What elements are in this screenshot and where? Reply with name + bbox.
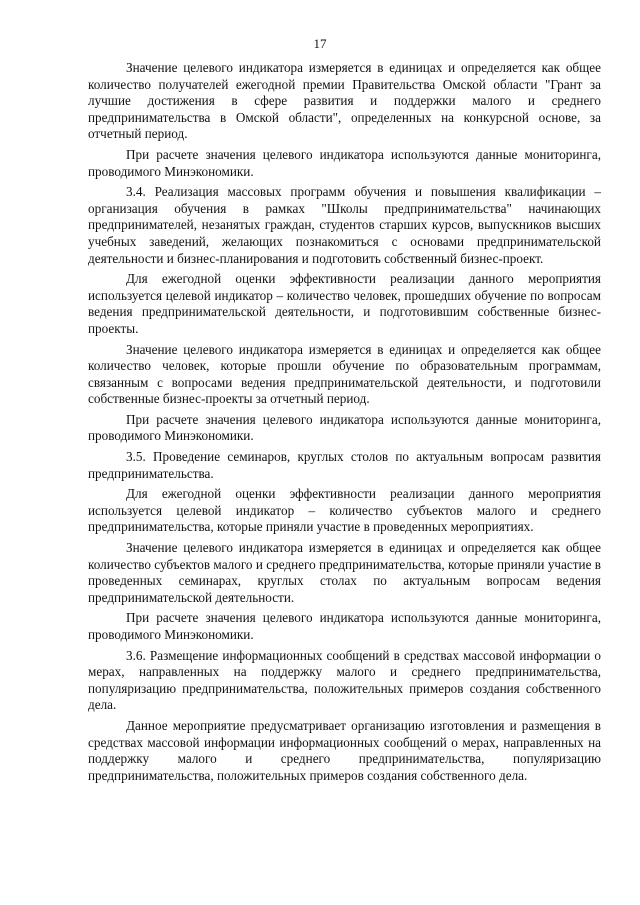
paragraph: Значение целевого индикатора измеряется в единицах и определяется как общее количество получателей ежегодной премии Правительства Омской области "Грант за лучшие достижения в сфере развития и поддержки малого и среднего предпринимательства в Омской области", определенных на конкурсной основе, за отчетный период. (88, 60, 601, 142)
paragraph: При расчете значения целевого индикатора используются данные мониторинга, проводимого Минэкономики. (88, 411, 601, 444)
paragraph: Для ежегодной оценки эффективности реализации данного мероприятия используется целевой индикатор – количество человек, прошедших обучение по вопросам ведения предпринимательской деятельности, и подготовившим собственные бизнес-проекты. (88, 271, 601, 336)
page-number: 17 (313, 36, 327, 51)
document-body (88, 60, 601, 788)
paragraph: 3.4. Реализация массовых программ обучения и повышения квалификации – организация обучения в рамках "Школы предпринимательства" начинающих предпринимателей, незанятых граждан, студентов старших курсов, выпускников высших учебных заведений, желающих познакомиться с основами предпринимательской деятельности и бизнес-планирования и подготовить собственный бизнес-проект. (88, 184, 601, 266)
paragraph: Значение целевого индикатора измеряется в единицах и определяется как общее количество человек, которые прошли обучение по образовательным программам, связанным с вопросами ведения предпринимательской деятельности, и подготовили собственные бизнес-проекты за отчетный период. (88, 341, 601, 407)
paragraph: Данное мероприятие предусматривает организацию изготовления и размещения в средствах массовой информации информационных сообщений о мерах, направленных на поддержку малого и среднего предпринимательства, популяризацию предпринимательства, положительных примеров создания собственного дела. (88, 717, 601, 783)
paragraph: 3.5. Проведение семинаров, круглых столов по актуальным вопросам развития предпринимательства. (88, 449, 601, 481)
paragraph: 3.6. Размещение информационных сообщений в средствах массовой информации о мерах, направленных на поддержку малого и среднего предпринимательства, популяризацию предпринимательства, положительных примеров создания собственного дела. (88, 647, 601, 713)
paragraph: Для ежегодной оценки эффективности реализации данного мероприятия используется целевой индикатор – количество субъектов малого и среднего предпринимательства, которые приняли участие в проведенных мероприятиях. (88, 486, 601, 535)
paragraph: Значение целевого индикатора измеряется в единицах и определяется как общее количество субъектов малого и среднего предпринимательства, которые приняли участие в проведенных семинарах, круглых столах по актуальным вопросам ведения предпринимательской деятельности. (88, 540, 601, 605)
paragraph: При расчете значения целевого индикатора используются данные мониторинга, проводимого Минэкономики. (88, 610, 601, 642)
paragraph: При расчете значения целевого индикатора используются данные мониторинга, проводимого Минэкономики. (88, 146, 601, 179)
